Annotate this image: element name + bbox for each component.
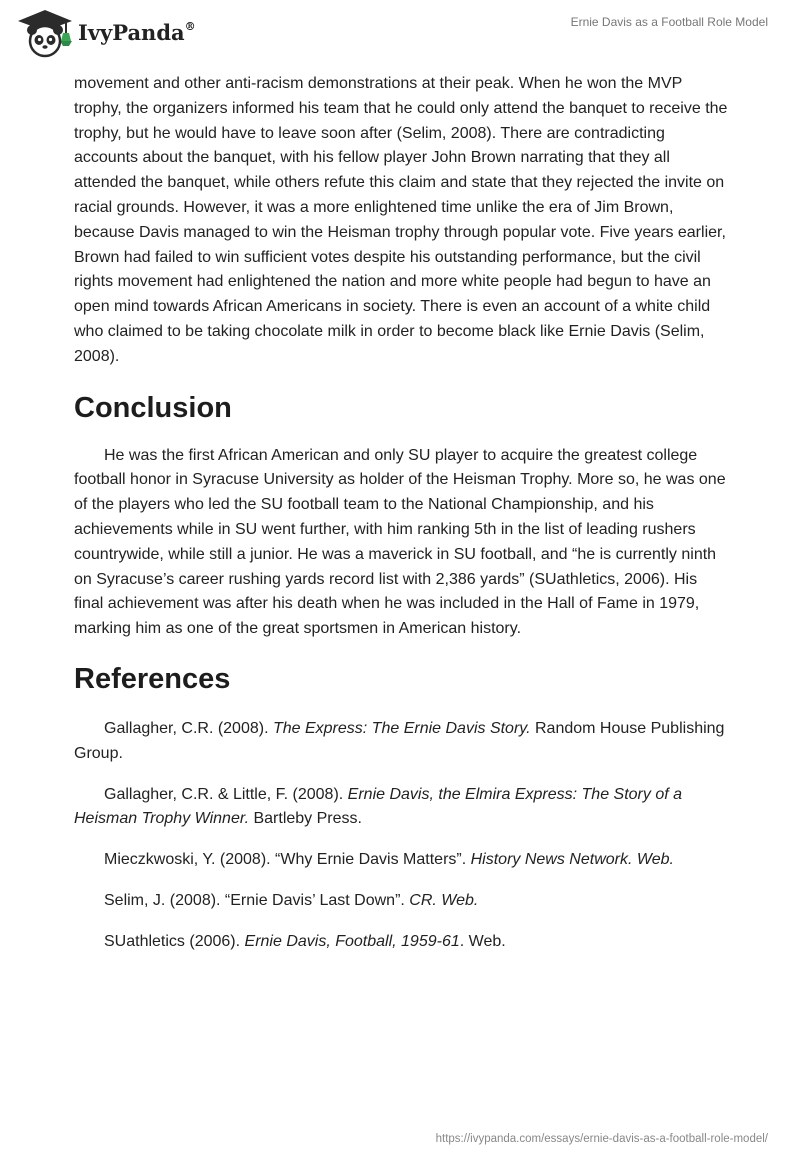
- references-list: [74, 717, 728, 955]
- reference-text: Mieczkwoski, Y. (2008). “Why Ernie Davis Matters”.: [104, 851, 471, 869]
- reference-title: History News Network. Web.: [470, 851, 674, 869]
- essay-content: [74, 72, 728, 971]
- reference-text: Selim, J. (2008). “Ernie Davis’ Last Down”.: [104, 891, 410, 909]
- reference-text: Gallagher, C.R. & Little, F. (2008).: [104, 785, 348, 803]
- document-title: Ernie Davis as a Football Role Model: [570, 15, 768, 29]
- reference-title: CR. Web.: [409, 891, 479, 909]
- footer-source-url[interactable]: https://ivypanda.com/essays/ernie-davis-as-a-football-role-model/: [435, 1133, 768, 1145]
- reference-item: [74, 848, 728, 873]
- reference-text: . Web.: [459, 932, 506, 950]
- reference-item: [74, 889, 728, 914]
- reference-item: [74, 930, 728, 955]
- registered-mark: ®: [184, 20, 196, 33]
- references-heading: References: [74, 662, 231, 695]
- page-header: [0, 0, 800, 70]
- brand-name[interactable]: [78, 20, 196, 45]
- reference-text: Random House Publishing Group.: [74, 719, 725, 762]
- intro-paragraph: movement and other anti-racism demonstrations at their peak. When he won the MVP trophy, the organizers informed his team that he could only attend the banquet to receive the trophy, but he would have to leave soon after (Selim, 2008). There are contradicting accounts about the banquet, with his fellow player John Brown narrating that they all attended the banquet, while others refute this claim and state that they rejected the invite on racial grounds. However, it was a more enlightened time unlike the era of Jim Brown, because Davis managed to win the Heisman trophy through popular vote. Five years earlier, Brown had failed to win sufficient votes despite his outstanding performance, but the civil rights movement had enlightened the nation and more white people had begun to have an open mind towards African Americans in society. There is even an account of a white child who claimed to be taking chocolate milk in order to become black like Ernie Davis (Selim, 2008).: [74, 75, 728, 365]
- ivypanda-logo-icon[interactable]: [14, 8, 76, 60]
- reference-item: [74, 717, 728, 767]
- conclusion-heading: Conclusion: [74, 391, 232, 424]
- brand-name-text: IvyPanda: [78, 20, 185, 45]
- reference-text: Gallagher, C.R. (2008).: [104, 719, 273, 737]
- reference-title: The Express: The Ernie Davis Story.: [272, 719, 531, 737]
- reference-text: Bartleby Press.: [249, 810, 362, 828]
- conclusion-paragraph: He was the first African American and only SU player to acquire the greatest college football honor in Syracuse University as holder of the Heisman Trophy. More so, he was one of the players who led the SU football team to the National Championship, and his achievements while in SU went further, with him ranking 5th in the list of leading rushers countrywide, while still a junior. He was a maverick in SU football, and “he is currently ninth on Syracuse’s career rushing yards record list with 2,386 yards” (SUathletics, 2006). His final achievement was after his death when he was included in the Hall of Fame in 1979, marking him as one of the great sportsmen in American history.: [74, 446, 726, 638]
- reference-item: [74, 783, 728, 833]
- reference-text: SUathletics (2006).: [104, 932, 245, 950]
- reference-title: Ernie Davis, Football, 1959-61: [244, 932, 460, 950]
- reference-title: Ernie Davis, the Elmira Express: The Story of a Heisman Trophy Winner.: [74, 785, 683, 828]
